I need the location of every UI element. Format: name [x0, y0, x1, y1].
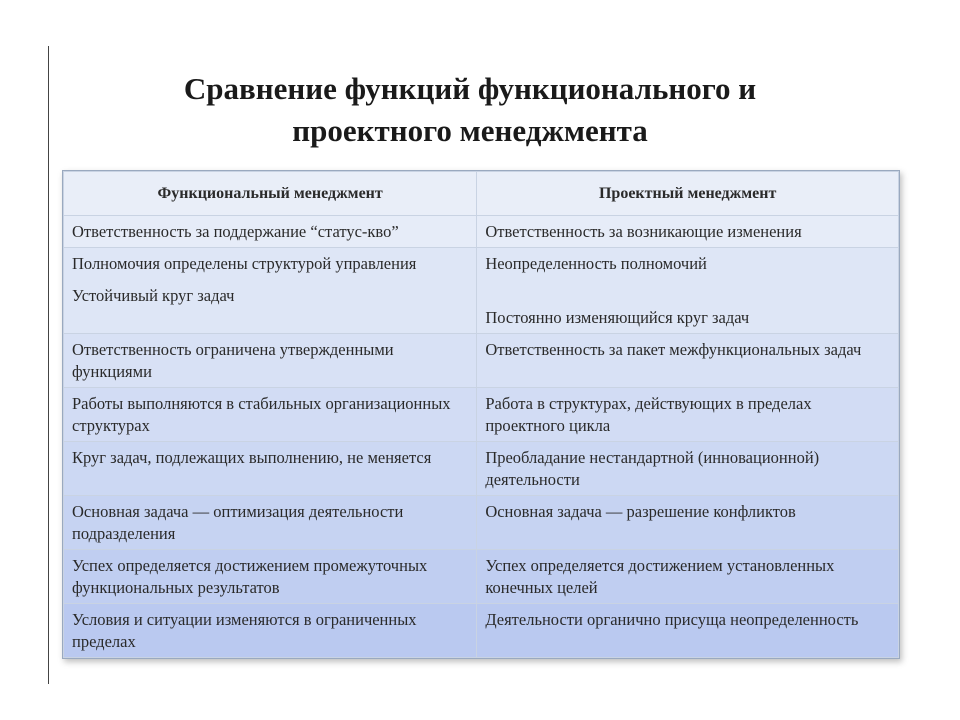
- table-row: [64, 388, 899, 442]
- cell-text: Полномочия определены структурой управления: [72, 254, 417, 273]
- table-row: [64, 442, 899, 496]
- cell-functional: Круг задач, подлежащих выполнению, не меняется: [64, 442, 477, 496]
- cell-project: Успех определяется достижением установленных конечных целей: [477, 550, 899, 604]
- cell-project: Деятельности органично присуща неопределенность: [477, 604, 899, 658]
- cell-project: Основная задача — разрешение конфликтов: [477, 496, 899, 550]
- table-row: [64, 216, 899, 248]
- slide-title: [60, 68, 880, 152]
- cell-functional: Ответственность ограничена утвержденными функциями: [64, 334, 477, 388]
- cell-functional: Успех определяется достижением промежуточных функциональных результатов: [64, 550, 477, 604]
- left-divider-line: [48, 46, 49, 684]
- cell-functional: Основная задача — оптимизация деятельности подразделения: [64, 496, 477, 550]
- cell-functional: Условия и ситуации изменяются в ограниченных пределах: [64, 604, 477, 658]
- header-project-management: Проектный менеджмент: [477, 172, 899, 216]
- table-row: [64, 334, 899, 388]
- slide-title-line-2: проектного менеджмента: [292, 113, 648, 148]
- comparison-table-container: [62, 170, 900, 659]
- cell-functional: Ответственность за поддержание “статус-кво”: [64, 216, 477, 248]
- cell-project: Ответственность за возникающие изменения: [477, 216, 899, 248]
- table-header-row: [64, 172, 899, 216]
- cell-text: Постоянно изменяющийся круг задач: [485, 308, 750, 327]
- cell-functional: Работы выполняются в стабильных организационных структурах: [64, 388, 477, 442]
- table-row: [64, 496, 899, 550]
- cell-project: Ответственность за пакет межфункциональных задач: [477, 334, 899, 388]
- table-row: [64, 604, 899, 658]
- cell-project: Преобладание нестандартной (инновационной) деятельности: [477, 442, 899, 496]
- table-row: [64, 248, 899, 334]
- slide-title-line-1: Сравнение функций функционального и: [183, 71, 757, 106]
- comparison-table: [63, 171, 899, 658]
- cell-functional: [64, 248, 477, 334]
- header-functional-management: Функциональный менеджмент: [64, 172, 477, 216]
- table-row: [64, 550, 899, 604]
- cell-text: Устойчивый круг задач: [72, 286, 235, 305]
- cell-project: Работа в структурах, действующих в пределах проектного цикла: [477, 388, 899, 442]
- cell-text: Неопределенность полномочий: [485, 254, 707, 273]
- cell-project: [477, 248, 899, 334]
